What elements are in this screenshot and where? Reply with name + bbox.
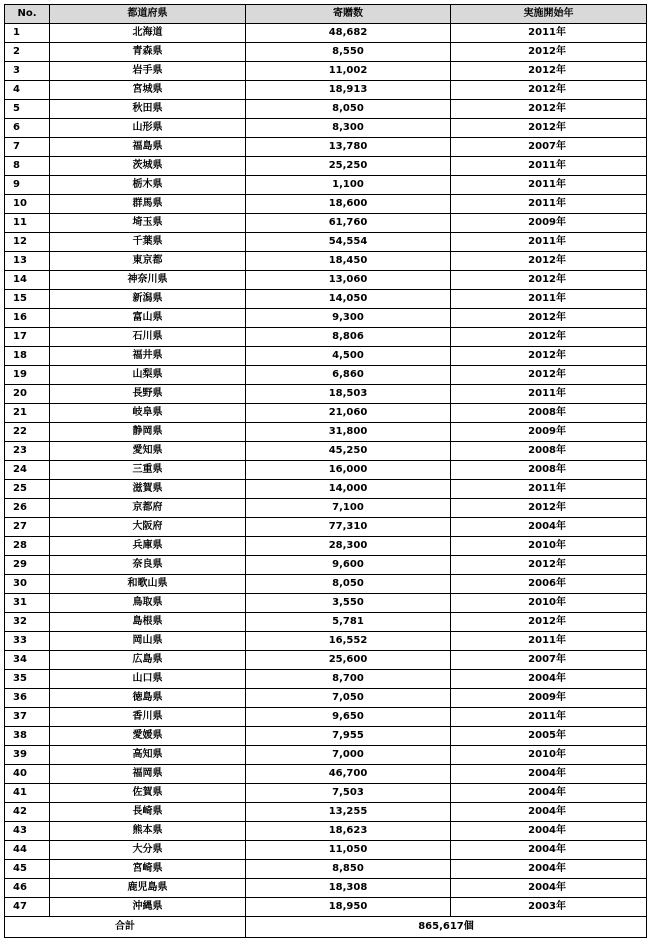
table-row [5,290,647,309]
cell-prefecture: 長野県 [50,385,246,404]
cell-prefecture: 神奈川県 [50,271,246,290]
cell-count: 18,450 [246,252,451,271]
table-row [5,100,647,119]
cell-year: 2012年 [451,499,647,518]
cell-prefecture: 三重県 [50,461,246,480]
cell-count: 9,300 [246,309,451,328]
total-row [5,917,647,938]
cell-count: 8,300 [246,119,451,138]
table-row [5,252,647,271]
cell-prefecture: 新潟県 [50,290,246,309]
cell-prefecture: 岩手県 [50,62,246,81]
cell-prefecture: 京都府 [50,499,246,518]
cell-year: 2004年 [451,670,647,689]
cell-year: 2010年 [451,537,647,556]
cell-prefecture: 愛知県 [50,442,246,461]
table-row [5,271,647,290]
cell-prefecture: 福井県 [50,347,246,366]
cell-count: 18,503 [246,385,451,404]
cell-prefecture: 鹿児島県 [50,879,246,898]
table-row [5,765,647,784]
cell-prefecture: 島根県 [50,613,246,632]
table-wrapper [4,4,647,938]
table-row [5,689,647,708]
cell-year: 2004年 [451,822,647,841]
cell-year: 2012年 [451,309,647,328]
cell-count: 45,250 [246,442,451,461]
cell-no: 41 [5,784,50,803]
table-row [5,537,647,556]
cell-prefecture: 岡山県 [50,632,246,651]
cell-no: 43 [5,822,50,841]
table-row [5,347,647,366]
cell-prefecture: 千葉県 [50,233,246,252]
table-row [5,708,647,727]
cell-no: 26 [5,499,50,518]
cell-prefecture: 宮城県 [50,81,246,100]
table-row [5,879,647,898]
cell-no: 1 [5,24,50,43]
table-row [5,176,647,195]
table-row [5,670,647,689]
cell-no: 11 [5,214,50,233]
cell-prefecture: 埼玉県 [50,214,246,233]
cell-count: 8,700 [246,670,451,689]
table-row [5,556,647,575]
cell-prefecture: 茨城県 [50,157,246,176]
table-row [5,233,647,252]
cell-year: 2011年 [451,480,647,499]
cell-year: 2004年 [451,784,647,803]
cell-year: 2007年 [451,138,647,157]
total-value: 865,617個 [246,917,647,938]
cell-year: 2012年 [451,100,647,119]
cell-count: 18,308 [246,879,451,898]
cell-no: 15 [5,290,50,309]
cell-no: 20 [5,385,50,404]
cell-count: 8,550 [246,43,451,62]
cell-prefecture: 富山県 [50,309,246,328]
cell-count: 9,650 [246,708,451,727]
table-row [5,442,647,461]
cell-year: 2011年 [451,290,647,309]
cell-no: 29 [5,556,50,575]
cell-no: 10 [5,195,50,214]
table-row [5,898,647,917]
cell-no: 35 [5,670,50,689]
cell-prefecture: 福島県 [50,138,246,157]
cell-prefecture: 滋賀県 [50,480,246,499]
cell-count: 18,913 [246,81,451,100]
cell-prefecture: 和歌山県 [50,575,246,594]
cell-no: 18 [5,347,50,366]
cell-prefecture: 静岡県 [50,423,246,442]
cell-count: 13,255 [246,803,451,822]
cell-count: 11,002 [246,62,451,81]
cell-no: 9 [5,176,50,195]
cell-count: 8,050 [246,100,451,119]
table-row [5,309,647,328]
cell-year: 2004年 [451,879,647,898]
cell-prefecture: 福岡県 [50,765,246,784]
cell-prefecture: 群馬県 [50,195,246,214]
table-row [5,119,647,138]
cell-year: 2010年 [451,594,647,613]
cell-count: 16,552 [246,632,451,651]
cell-prefecture: 香川県 [50,708,246,727]
cell-count: 48,682 [246,24,451,43]
cell-no: 46 [5,879,50,898]
cell-year: 2012年 [451,328,647,347]
cell-year: 2009年 [451,214,647,233]
cell-year: 2009年 [451,423,647,442]
cell-no: 6 [5,119,50,138]
cell-year: 2011年 [451,24,647,43]
cell-year: 2004年 [451,841,647,860]
cell-no: 5 [5,100,50,119]
cell-year: 2011年 [451,233,647,252]
cell-no: 8 [5,157,50,176]
cell-count: 16,000 [246,461,451,480]
cell-prefecture: 山梨県 [50,366,246,385]
cell-year: 2004年 [451,765,647,784]
donation-table [4,4,647,938]
table-row [5,727,647,746]
cell-prefecture: 奈良県 [50,556,246,575]
cell-count: 21,060 [246,404,451,423]
cell-year: 2007年 [451,651,647,670]
table-row [5,366,647,385]
cell-count: 77,310 [246,518,451,537]
cell-prefecture: 岐阜県 [50,404,246,423]
table-row [5,62,647,81]
cell-no: 25 [5,480,50,499]
cell-no: 30 [5,575,50,594]
cell-no: 36 [5,689,50,708]
cell-count: 28,300 [246,537,451,556]
cell-count: 6,860 [246,366,451,385]
cell-prefecture: 高知県 [50,746,246,765]
cell-prefecture: 東京都 [50,252,246,271]
cell-year: 2009年 [451,689,647,708]
cell-prefecture: 山口県 [50,670,246,689]
cell-year: 2008年 [451,442,647,461]
cell-count: 7,000 [246,746,451,765]
table-row [5,43,647,62]
table-row [5,784,647,803]
table-row [5,518,647,537]
cell-count: 5,781 [246,613,451,632]
cell-count: 14,000 [246,480,451,499]
table-row [5,651,647,670]
table-row [5,385,647,404]
cell-no: 4 [5,81,50,100]
table-row [5,157,647,176]
cell-year: 2012年 [451,271,647,290]
cell-year: 2008年 [451,461,647,480]
cell-no: 32 [5,613,50,632]
cell-count: 13,780 [246,138,451,157]
cell-no: 16 [5,309,50,328]
cell-count: 25,600 [246,651,451,670]
cell-year: 2004年 [451,518,647,537]
cell-year: 2011年 [451,385,647,404]
cell-year: 2012年 [451,347,647,366]
cell-no: 37 [5,708,50,727]
cell-year: 2011年 [451,632,647,651]
total-label: 合計 [5,917,246,938]
table-row [5,822,647,841]
cell-no: 42 [5,803,50,822]
cell-no: 47 [5,898,50,917]
cell-year: 2011年 [451,708,647,727]
cell-year: 2012年 [451,613,647,632]
cell-count: 11,050 [246,841,451,860]
cell-prefecture: 青森県 [50,43,246,62]
cell-year: 2012年 [451,366,647,385]
cell-prefecture: 栃木県 [50,176,246,195]
header-row [5,5,647,24]
cell-prefecture: 山形県 [50,119,246,138]
cell-year: 2012年 [451,81,647,100]
table-row [5,613,647,632]
table-row [5,632,647,651]
cell-no: 19 [5,366,50,385]
cell-no: 24 [5,461,50,480]
cell-count: 1,100 [246,176,451,195]
cell-year: 2004年 [451,803,647,822]
cell-count: 8,050 [246,575,451,594]
cell-prefecture: 大分県 [50,841,246,860]
table-row [5,499,647,518]
table-row [5,81,647,100]
table-row [5,803,647,822]
cell-no: 39 [5,746,50,765]
cell-count: 3,550 [246,594,451,613]
cell-no: 45 [5,860,50,879]
cell-year: 2012年 [451,119,647,138]
cell-no: 2 [5,43,50,62]
cell-no: 14 [5,271,50,290]
cell-no: 3 [5,62,50,81]
cell-count: 18,600 [246,195,451,214]
table-row [5,860,647,879]
cell-prefecture: 大阪府 [50,518,246,537]
cell-no: 38 [5,727,50,746]
cell-count: 31,800 [246,423,451,442]
cell-count: 8,850 [246,860,451,879]
cell-year: 2012年 [451,43,647,62]
cell-no: 40 [5,765,50,784]
cell-year: 2011年 [451,195,647,214]
cell-count: 4,500 [246,347,451,366]
cell-no: 13 [5,252,50,271]
cell-year: 2012年 [451,556,647,575]
cell-prefecture: 秋田県 [50,100,246,119]
cell-count: 7,100 [246,499,451,518]
cell-count: 54,554 [246,233,451,252]
cell-count: 13,060 [246,271,451,290]
cell-no: 34 [5,651,50,670]
cell-no: 44 [5,841,50,860]
cell-prefecture: 佐賀県 [50,784,246,803]
cell-no: 22 [5,423,50,442]
cell-year: 2008年 [451,404,647,423]
header-year: 実施開始年 [451,5,647,24]
table-row [5,461,647,480]
cell-count: 61,760 [246,214,451,233]
cell-count: 18,623 [246,822,451,841]
cell-prefecture: 沖縄県 [50,898,246,917]
header-prefecture: 都道府県 [50,5,246,24]
table-row [5,594,647,613]
table-row [5,328,647,347]
cell-year: 2012年 [451,252,647,271]
cell-prefecture: 徳島県 [50,689,246,708]
cell-year: 2004年 [451,860,647,879]
cell-count: 7,955 [246,727,451,746]
cell-prefecture: 熊本県 [50,822,246,841]
cell-prefecture: 鳥取県 [50,594,246,613]
cell-prefecture: 兵庫県 [50,537,246,556]
cell-count: 7,050 [246,689,451,708]
cell-count: 8,806 [246,328,451,347]
cell-prefecture: 宮崎県 [50,860,246,879]
cell-year: 2005年 [451,727,647,746]
cell-no: 28 [5,537,50,556]
cell-year: 2006年 [451,575,647,594]
table-row [5,841,647,860]
header-no: No. [5,5,50,24]
cell-no: 31 [5,594,50,613]
cell-count: 9,600 [246,556,451,575]
cell-no: 17 [5,328,50,347]
cell-year: 2003年 [451,898,647,917]
cell-prefecture: 広島県 [50,651,246,670]
cell-prefecture: 北海道 [50,24,246,43]
cell-year: 2012年 [451,62,647,81]
table-row [5,746,647,765]
cell-year: 2011年 [451,176,647,195]
cell-no: 21 [5,404,50,423]
table-row [5,138,647,157]
cell-year: 2010年 [451,746,647,765]
cell-no: 12 [5,233,50,252]
cell-prefecture: 石川県 [50,328,246,347]
cell-prefecture: 愛媛県 [50,727,246,746]
table-row [5,214,647,233]
table-row [5,24,647,43]
table-row [5,404,647,423]
table-row [5,575,647,594]
cell-count: 14,050 [246,290,451,309]
cell-year: 2011年 [451,157,647,176]
cell-no: 27 [5,518,50,537]
cell-count: 18,950 [246,898,451,917]
table-row [5,423,647,442]
table-body [5,24,647,917]
cell-no: 33 [5,632,50,651]
table-row [5,480,647,499]
header-count: 寄贈数 [246,5,451,24]
cell-count: 7,503 [246,784,451,803]
cell-prefecture: 長崎県 [50,803,246,822]
cell-count: 25,250 [246,157,451,176]
cell-no: 23 [5,442,50,461]
table-row [5,195,647,214]
cell-count: 46,700 [246,765,451,784]
cell-no: 7 [5,138,50,157]
